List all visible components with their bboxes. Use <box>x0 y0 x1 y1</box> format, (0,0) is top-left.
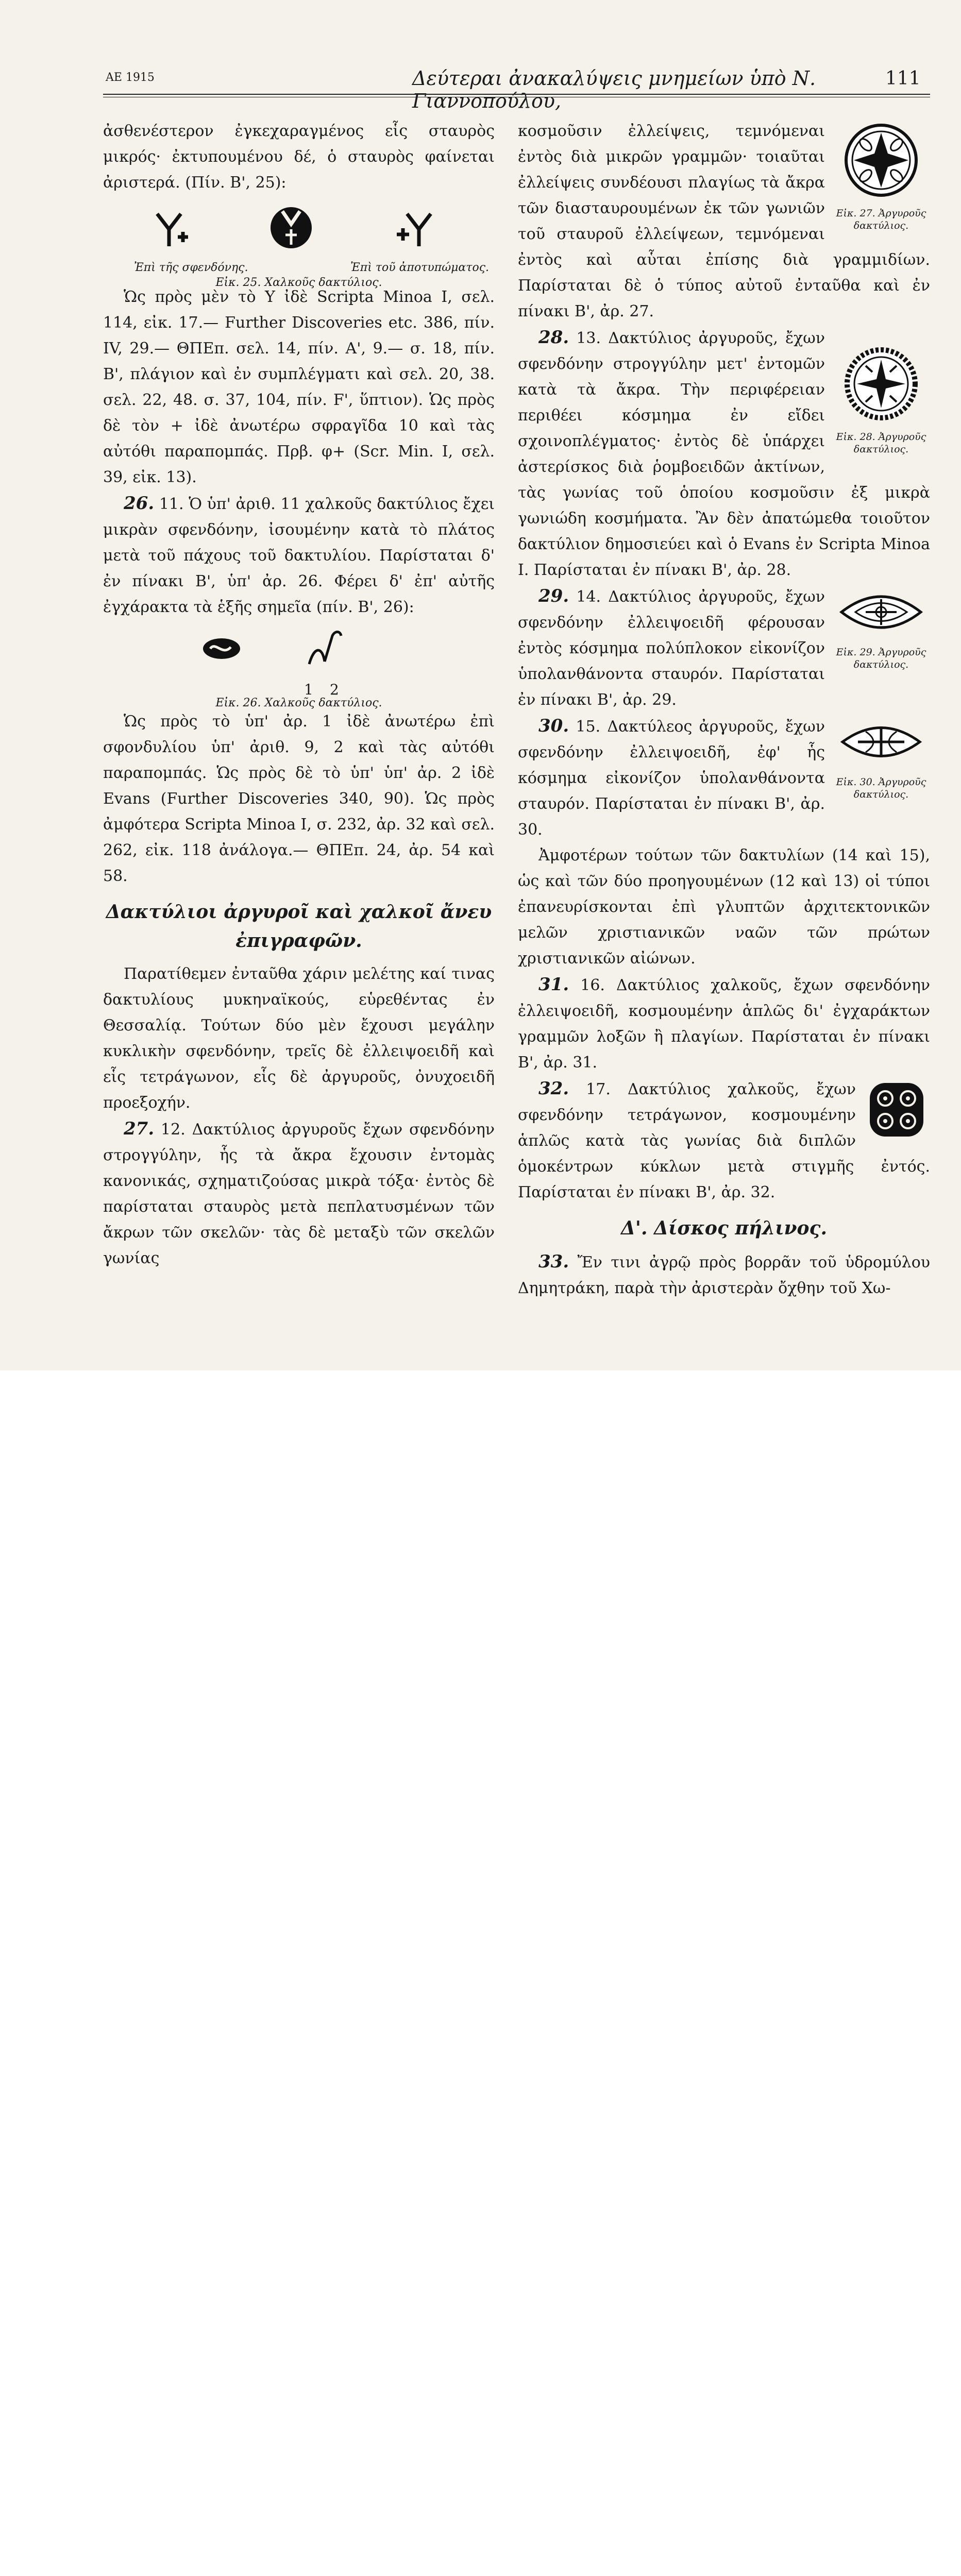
sign-number: 2 <box>330 681 339 698</box>
paragraph-text: 17. Δακτύλιος χαλκοῦς, ἔχων σφενδόνην τετράγωνον, κοσμουμένην ἁπλῶς κατὰ τὰς γωνίας διὰ διπλῶν ὁμοκέντρων κύκλων μετὰ στιγμῆς ἐντός. Παρίσταται ἐν πίνακι Β', ἀρ. 32. <box>518 1080 930 1201</box>
figure-caption: Εἰκ. 29. Ἀργυροῦς δακτύλιος. <box>836 647 926 670</box>
paragraph: Παρατίθεμεν ἐνταῦθα χάριν μελέτης καί τινας δακτυλίους μυκηναϊκούς, εὑρεθέντας ἐν Θεσσαλίᾳ. Τούτων δύο μὲν ἔχουσι μεγάλην κυκλικὴν σφενδόνην, τρεῖς δὲ ἐλλειψοειδῆ καὶ εἷς τετράγωνον, εἷς δὲ ἀργυροῦς, ὀνυχοειδῆ προεξοχήν. <box>103 965 495 1112</box>
paragraph-text: 13. Δακτύλιος ἀργυροῦς, ἔχων σφενδόνην στρογγύλην μετ' ἐντομῶν κατὰ τὰ ἄκρα. Τὴν περιφέρειαν περιθέει κόσμημα ἐν εἴδει σχοινοπλέγματος· ἐντὸς δὲ ὑπάρχει ἀστερίσκος διὰ ῥομβοειδῶν ἀκτίνων, τὰς γωνίας τοῦ ὁποίου κοσμοῦσιν ἐξ μικρὰ γωνιώδη κοσμήματα. Ἂν δὲν ἀπατώμεθα τοιοῦτον δακτύλιον δημοσιεύει καὶ ὁ Evans ἐν Scripta Minoa I. Παρίσταται ἐν πίνακι Β', ἀρ. 28. <box>518 329 930 579</box>
item-number: 29. <box>538 586 569 606</box>
figure-28 <box>832 345 930 455</box>
figure-32 <box>863 1079 930 1149</box>
paragraph-text: 16. Δακτύλιος χαλκοῦς, ἔχων σφενδόνην ἐλλειψοειδῆ, κοσμουμένην ἁπλῶς δι' ἐγχαράκτων γραμμῶν λοξῶν ἢ πλαγίων. Παρίσταται ἐν πίνακι Β', ἀρ. 31. <box>518 976 930 1072</box>
figure-caption: Εἰκ. 30. Ἀργυροῦς δακτύλιος. <box>836 776 926 800</box>
figure-27 <box>832 122 930 232</box>
right-column <box>518 118 930 1301</box>
paragraph: κοσμοῦσιν ἐλλείψεις, τεμνόμεναι ἐντὸς διὰ μικρῶν γραμμῶν· τοιαῦται ἐλλείψεις συνδέουσι πλαγίως τὰ ἄκρα τῶν διασταυρουμένων ἐκ τῶν γωνιῶν τοῦ σταυροῦ ἐλλείψεων, τεμνόμεναι ἐντὸς καὶ αὗται ἐπίσης διὰ γραμμιδίων. Παρίσταται δὲ ὁ τύπος αὐτοῦ ἐνταῦθα καὶ ἐν πίνακι Β', ἀρ. 27. <box>518 122 930 320</box>
ring-figure-28-image <box>842 345 920 422</box>
paragraph: ἀσθενέστερον ἐγκεχαραγμένος εἷς σταυρὸς μικρός· ἐκτυπουμένου δέ, ὁ σταυρὸς φαίνεται ἀριστερά. (Πίν. Β', 25): <box>103 122 495 192</box>
paragraph-text: Ἔν τινι ἀγρῷ πρὸς βορρᾶν τοῦ ὑδρομύλου Δημητράκη, παρὰ τὴν ἀριστερὰν ὄχθην τοῦ Χω- <box>518 1253 930 1297</box>
running-title: Δεύτεραι ἀνακαλύψεις μνημείων ὑπὸ Ν. Γιαννοπούλου, <box>412 67 816 112</box>
paragraph-text: 12. Δακτύλιος ἀργυροῦς ἔχων σφενδόνην στρογγύλην, ἧς τὰ ἄκρα ἔχουσιν ἐντομὰς κανονικάς, σχηματιζούσας μικρὰ τόξα· ἐντὸς δὲ παρίσταται σταυρὸς μετὰ πεπλατυσμένων τῶν ἄκρων τῶν σκελῶν· τὰς δὲ μεταξὺ τῶν σκελῶν γωνίας <box>103 1121 495 1267</box>
item-number: 28. <box>538 327 569 348</box>
figure-label-left: Ἐπὶ τῆς σφενδόνης. <box>134 261 248 274</box>
sign-number: 1 <box>304 681 313 698</box>
header-rule <box>103 94 930 95</box>
item-number: 32. <box>538 1078 569 1099</box>
item-number: 30. <box>538 716 569 736</box>
footer <box>0 1370 961 1436</box>
section-heading: Δ'. Δίσκος πήλινος. <box>621 1217 827 1239</box>
item-number: 26. <box>124 493 155 514</box>
paragraph <box>103 1116 495 1272</box>
figure-25 <box>103 201 495 289</box>
item-number: 27. <box>124 1118 155 1139</box>
item-number: 33. <box>538 1251 569 1272</box>
figure-caption: Εἰκ. 25. Χαλκοῦς δακτύλιος. <box>215 276 382 289</box>
figure-30 <box>832 716 930 801</box>
paragraph <box>518 972 930 1076</box>
item-number: 31. <box>538 974 569 995</box>
figure-caption: Εἰκ. 27. Ἀργυροῦς δακτύλιος. <box>836 208 926 231</box>
paragraph-text: 14. Δακτύλιος ἀργυροῦς, ἔχων σφενδόνην ἐλλειψοειδῆ φέρουσαν ἐντὸς κόσμημα πολύπλοκον εἰκονίζον ὑπολανθάνοντα σταυρόν. Παρίσταται ἐν πίνακι Β', ἀρ. 29. <box>518 588 825 709</box>
figure-caption: Εἰκ. 28. Ἀργυροῦς δακτύλιος. <box>836 431 926 455</box>
figure-caption: Εἰκ. 26. Χαλκοῦς δακτύλιος. <box>215 697 382 709</box>
journal-year: AE 1915 <box>106 71 155 84</box>
paragraph: Ὡς πρὸς τὸ ὑπ' ἀρ. 1 ἰδὲ ἀνωτέρω ἐπὶ σφονδυλίου ὑπ' ἀριθ. 9, 2 καὶ τὰς αὐτόθι παραπομπάς. Ὡς πρὸς δὲ τὸ ὑπ' ὑπ' ἀρ. 2 ἰδὲ Evans (Further Discoveries 340, 90). Ὡς πρὸς ἀμφότερα Scripta Minoa I, σ. 232, ἀρ. 32 καὶ σελ. 262, εἰκ. 118 ἀνάλογα.— ΘΠΕπ. 24, ἀρ. 54 καὶ 58. <box>103 713 495 885</box>
left-column <box>103 118 495 1272</box>
paragraph: Ἀμφοτέρων τούτων τῶν δακτυλίων (14 καὶ 15), ὡς καὶ τῶν δύο προηγουμένων (12 καὶ 13) οἱ τύποι ἐπανευρίσκονται ἐπὶ γλυπτῶν ἀρχιτεκτονικῶν μελῶν χριστιανικῶν ναῶν τῶν πρώτων χριστιανικῶν αἰώνων. <box>518 846 930 968</box>
page-number: 111 <box>885 68 921 89</box>
paragraph-text: 15. Δακτύλεος ἀργυροῦς, ἔχων σφενδόνην ἐλλειψοειδῆ, ἐφ' ἧς κόσμημα εἰκονίζον ὑπολανθάνοντα σταυρόν. Παρίσταται ἐν πίνακι Β', ἀρ. 30. <box>518 718 825 839</box>
ring-figure-29-image <box>837 586 925 638</box>
ring-figure-32-image <box>866 1079 928 1141</box>
paragraph <box>103 490 495 620</box>
ring-figure-27-image <box>842 122 920 199</box>
ring-figure-30-image <box>837 716 925 768</box>
paragraph: Ὡς πρὸς μὲν τὸ Y ἰδὲ Scripta Minoa I, σελ. 114, εἰκ. 17.— Further Discoveries etc. 386, πίν. IV, 29.— ΘΠΕπ. σελ. 14, πίν. Α', 9.— σ. 18, πίν. Β', πλάγιον καὶ ἐν συμπλέγματι καὶ σελ. 20, 38. σελ. 22, 48. σ. 37, 104, πίν. F', ὕπτιον). Ὡς πρὸς δὲ τὸν + ἰδὲ ἀνωτέρω σφραγῖδα 10 καὶ τὰς αὐτόθι παραπομπάς. Πρβ. φ+ (Scr. Min. I, σελ. 39, εἰκ. 13). <box>103 288 495 486</box>
section-heading: Δακτύλιοι ἀργυροῖ καὶ χαλκοῖ ἄνευ ἐπιγραφῶν. <box>106 901 492 952</box>
figure-29 <box>832 586 930 671</box>
figure-label-right: Ἐπὶ τοῦ ἀποτυπώματος. <box>350 261 490 274</box>
ring-signs-figure-26 <box>103 625 495 672</box>
paragraph-text: 11. Ὁ ὑπ' ἀριθ. 11 χαλκοῦς δακτύλιος ἔχει μικρὰν σφενδόνην, ἰσουμένην κατὰ τὸ πλάτος μετὰ τοῦ πάχους τοῦ δακτυλίου. Παρίσταται δ' ἐν πίνακι Β', ὑπ' ἀρ. 26. Φέρει δ' ἐπ' αὐτῆς ἐγχάρακτα τὰ ἑξῆς σημεῖα (πίν. Β', 26): <box>103 495 495 616</box>
figure-26 <box>103 625 495 709</box>
paragraph <box>518 1249 930 1301</box>
ring-signs-figure-25 <box>103 201 495 252</box>
